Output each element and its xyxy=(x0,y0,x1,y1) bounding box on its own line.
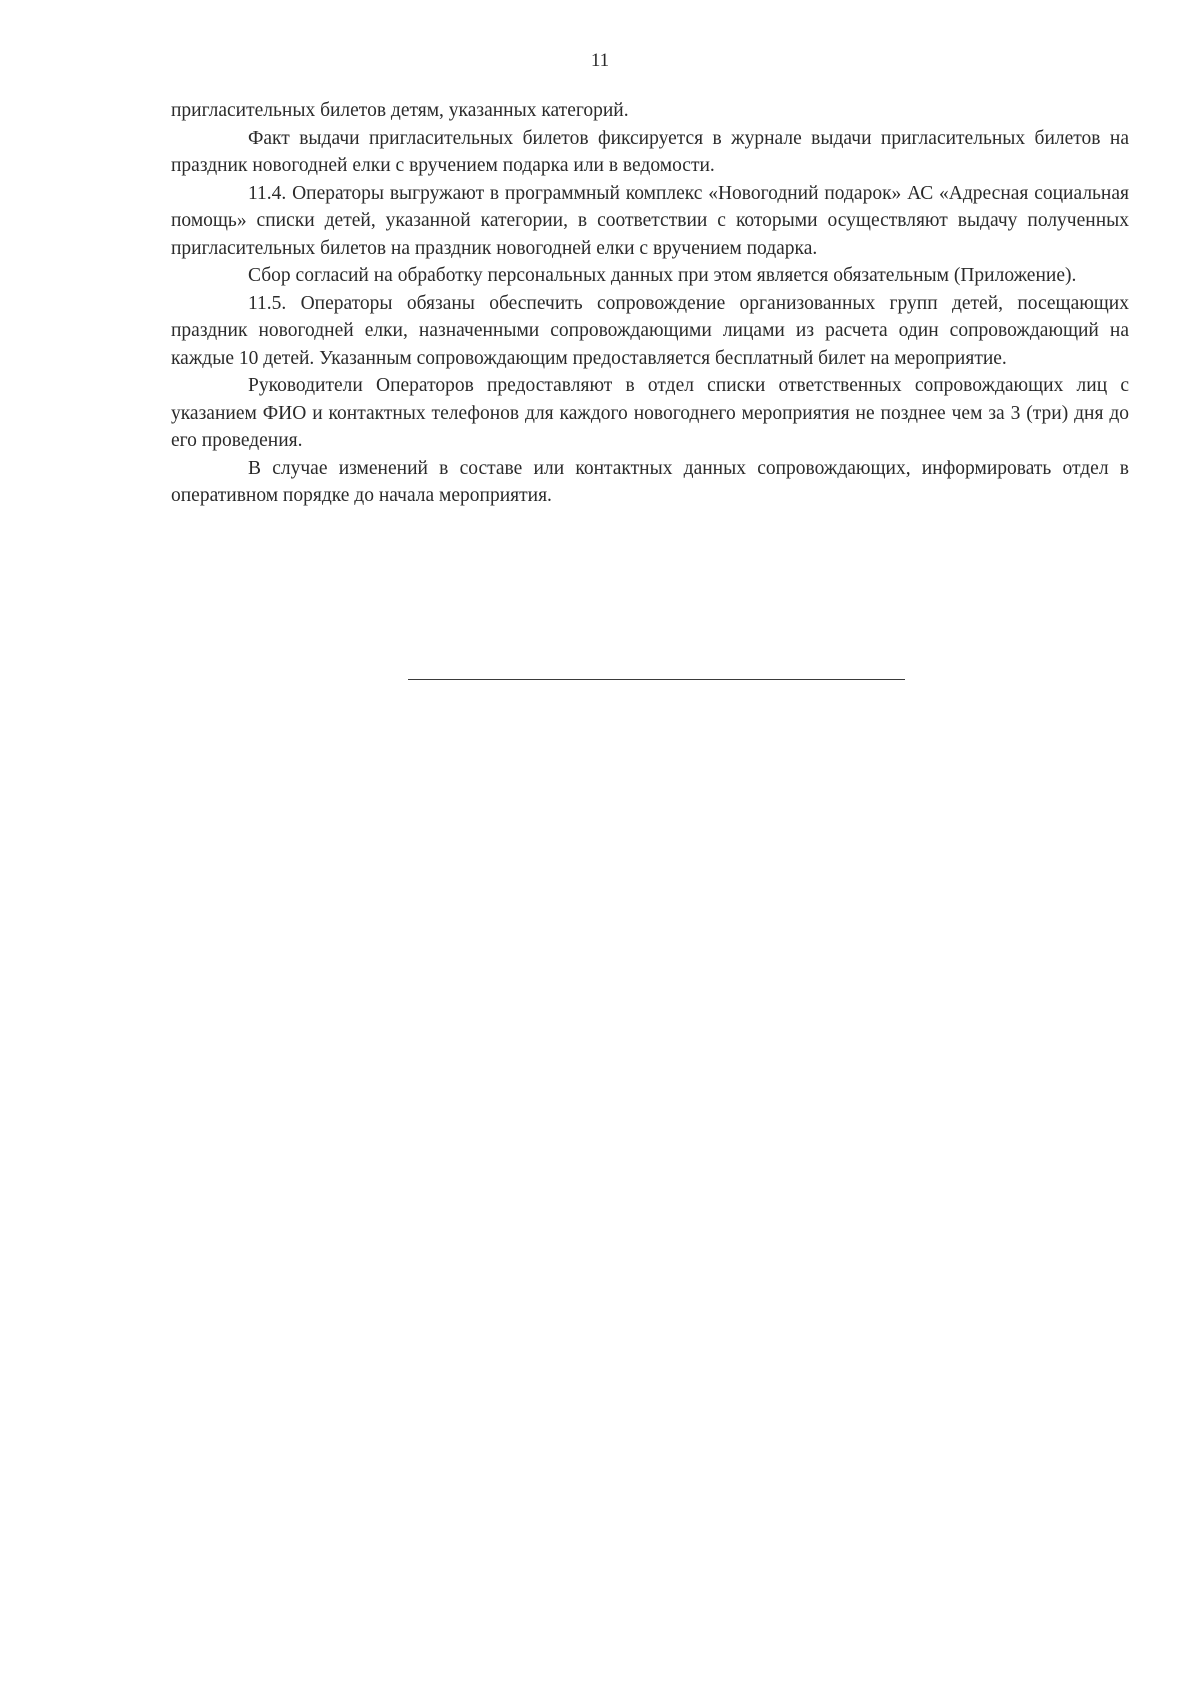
paragraph-ticket-issuance-record: Факт выдачи пригласительных билетов фиксируется в журнале выдачи пригласительных билетов на праздник новогодней елки с вручением подарка или в ведомости. xyxy=(171,127,1129,176)
paragraph-personal-data-consent: Сбор согласий на обработку персональных данных при этом является обязательным (Приложение). xyxy=(248,265,1077,286)
paragraph-section-11-5: 11.5. Операторы обязаны обеспечить сопровождение организованных групп детей, посещающих праздник новогодней елки, назначенными сопровождающими лицами из расчета один сопровождающий на каждые 10 детей. Указанным сопровождающим предоставляется бесплатный билет на мероприятие. xyxy=(171,292,1129,369)
paragraph-section-11-4: 11.4. Операторы выгружают в программный комплекс «Новогодний подарок» АС «Адресная социальная помощь» списки детей, указанной категории, в соответствии с которыми осуществляют выдачу полученных пригласительных билетов на праздник новогодней елки с вручением подарка. xyxy=(171,182,1129,259)
document-body xyxy=(171,97,1129,510)
end-of-document-rule xyxy=(408,679,905,680)
paragraph-operators-heads: Руководители Операторов предоставляют в отдел списки ответственных сопровождающих лиц с указанием ФИО и контактных телефонов для каждого новогоднего мероприятия не позднее чем за 3 (три) дня до его проведения. xyxy=(171,375,1129,451)
paragraph-changes-notice: В случае изменений в составе или контактных данных сопровождающих, информировать отдел в оперативном порядке до начала мероприятия. xyxy=(171,457,1129,506)
page-number: 11 xyxy=(590,50,610,71)
paragraph-continuation: пригласительных билетов детям, указанных категорий. xyxy=(171,100,629,121)
